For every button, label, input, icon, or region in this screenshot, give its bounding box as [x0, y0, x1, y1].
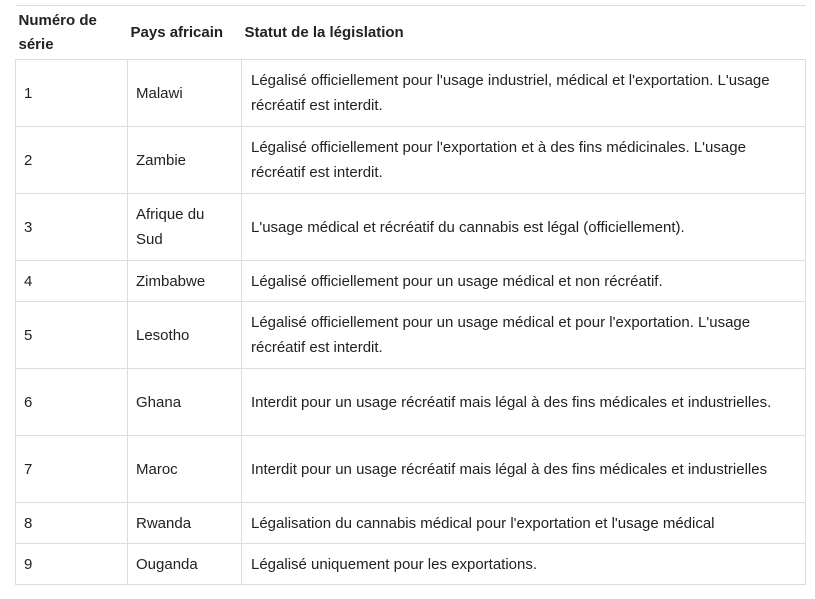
table-header-row — [16, 6, 806, 60]
country-cell: Afrique du Sud — [128, 194, 242, 261]
serial-number-cell: 2 — [16, 127, 128, 194]
legislation-table — [15, 5, 806, 585]
country-cell: Malawi — [128, 60, 242, 127]
country-cell: Zimbabwe — [128, 261, 242, 302]
status-cell: Légalisé officiellement pour un usage médical et non récréatif. — [242, 261, 806, 302]
status-cell: Légalisé officiellement pour l'exportation et à des fins médicinales. L'usage récréatif est interdit. — [242, 127, 806, 194]
status-cell: Légalisé uniquement pour les exportations. — [242, 544, 806, 585]
serial-number-cell: 4 — [16, 261, 128, 302]
status-cell: Légalisé officiellement pour l'usage industriel, médical et l'exportation. L'usage récréatif est interdit. — [242, 60, 806, 127]
table-row — [16, 194, 806, 261]
status-cell: Interdit pour un usage récréatif mais légal à des fins médicales et industrielles — [242, 436, 806, 503]
table-row — [16, 60, 806, 127]
status-cell: L'usage médical et récréatif du cannabis est légal (officiellement). — [242, 194, 806, 261]
status-cell: Interdit pour un usage récréatif mais légal à des fins médicales et industrielles. — [242, 369, 806, 436]
serial-number-cell: 8 — [16, 503, 128, 544]
table-row — [16, 544, 806, 585]
country-cell: Maroc — [128, 436, 242, 503]
country-cell: Zambie — [128, 127, 242, 194]
serial-number-cell: 1 — [16, 60, 128, 127]
table-row — [16, 436, 806, 503]
table-row — [16, 261, 806, 302]
country-cell: Ouganda — [128, 544, 242, 585]
country-cell: Lesotho — [128, 302, 242, 369]
status-cell: Légalisé officiellement pour un usage médical et pour l'exportation. L'usage récréatif est interdit. — [242, 302, 806, 369]
country-cell: Rwanda — [128, 503, 242, 544]
serial-number-cell: 5 — [16, 302, 128, 369]
table-row — [16, 302, 806, 369]
table-row — [16, 369, 806, 436]
serial-number-cell: 3 — [16, 194, 128, 261]
table-row — [16, 503, 806, 544]
header-serial-number: Numéro de série — [16, 6, 128, 60]
status-cell: Légalisation du cannabis médical pour l'exportation et l'usage médical — [242, 503, 806, 544]
serial-number-cell: 9 — [16, 544, 128, 585]
header-african-country: Pays africain — [128, 6, 242, 60]
country-cell: Ghana — [128, 369, 242, 436]
serial-number-cell: 7 — [16, 436, 128, 503]
table-row — [16, 127, 806, 194]
serial-number-cell: 6 — [16, 369, 128, 436]
header-legislation-status: Statut de la législation — [242, 6, 806, 60]
